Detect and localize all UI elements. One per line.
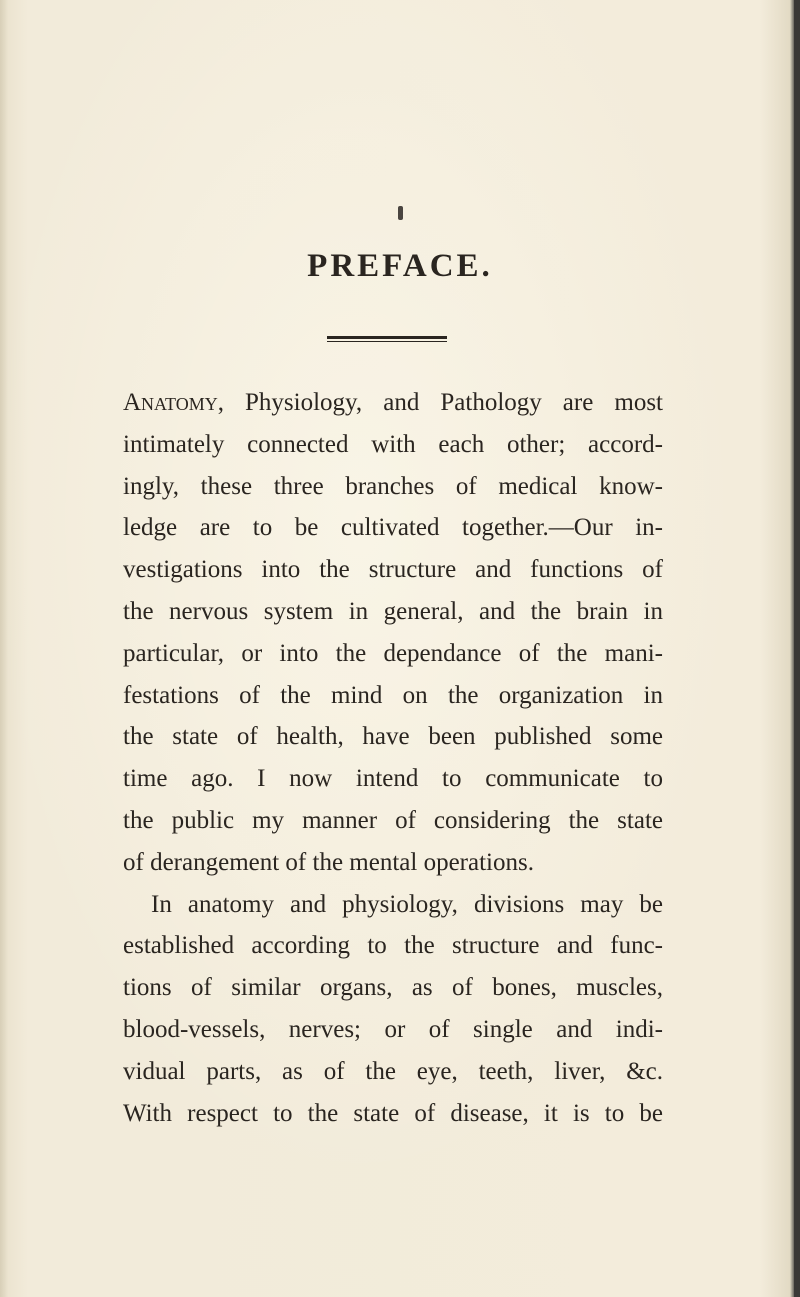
text-line: festations of the mind on the organization in: [123, 681, 663, 709]
text-line: of derangement of the mental operations.: [123, 848, 534, 876]
ink-mark: [398, 206, 403, 220]
text-line: the public my manner of considering the state: [123, 806, 663, 834]
text-line: ledge are to be cultivated together.—Our in-: [123, 514, 663, 542]
rule-thin-line: [327, 341, 447, 342]
text-line-rest: Physiology, and Pathology are most: [245, 389, 663, 416]
text-line: ingly, these three branches of medical know-: [123, 472, 663, 500]
text-line: vestigations into the structure and functions of: [123, 556, 663, 584]
title-rule-divider: [327, 336, 447, 343]
text-line: tions of similar organs, as of bones, muscles,: [123, 974, 663, 1002]
text-line: time ago. I now intend to communicate to: [123, 765, 663, 793]
text-line: vidual parts, as of the eye, teeth, liver, &c.: [123, 1057, 663, 1085]
page-title: PREFACE.: [307, 248, 493, 284]
text-line: established according to the structure and func-: [123, 932, 663, 960]
opening-word: Anatomy,: [123, 389, 224, 416]
text-line: the nervous system in general, and the brain in: [123, 597, 663, 625]
page-gutter-shadow: [0, 0, 8, 1297]
rule-thick-line: [327, 336, 447, 339]
text-line: the state of health, have been published some: [123, 723, 663, 751]
text-line: blood-vessels, nerves; or of single and indi-: [123, 1015, 663, 1043]
body-text: [123, 382, 663, 1134]
text-line: particular, or into the dependance of the mani-: [123, 639, 663, 667]
page-edge-shadow: [794, 0, 800, 1297]
text-line: With respect to the state of disease, it is to be: [123, 1099, 663, 1127]
text-line: intimately connected with each other; accord-: [123, 430, 663, 458]
text-line: In anatomy and physiology, divisions may be: [151, 890, 663, 918]
text-line: [123, 382, 663, 424]
